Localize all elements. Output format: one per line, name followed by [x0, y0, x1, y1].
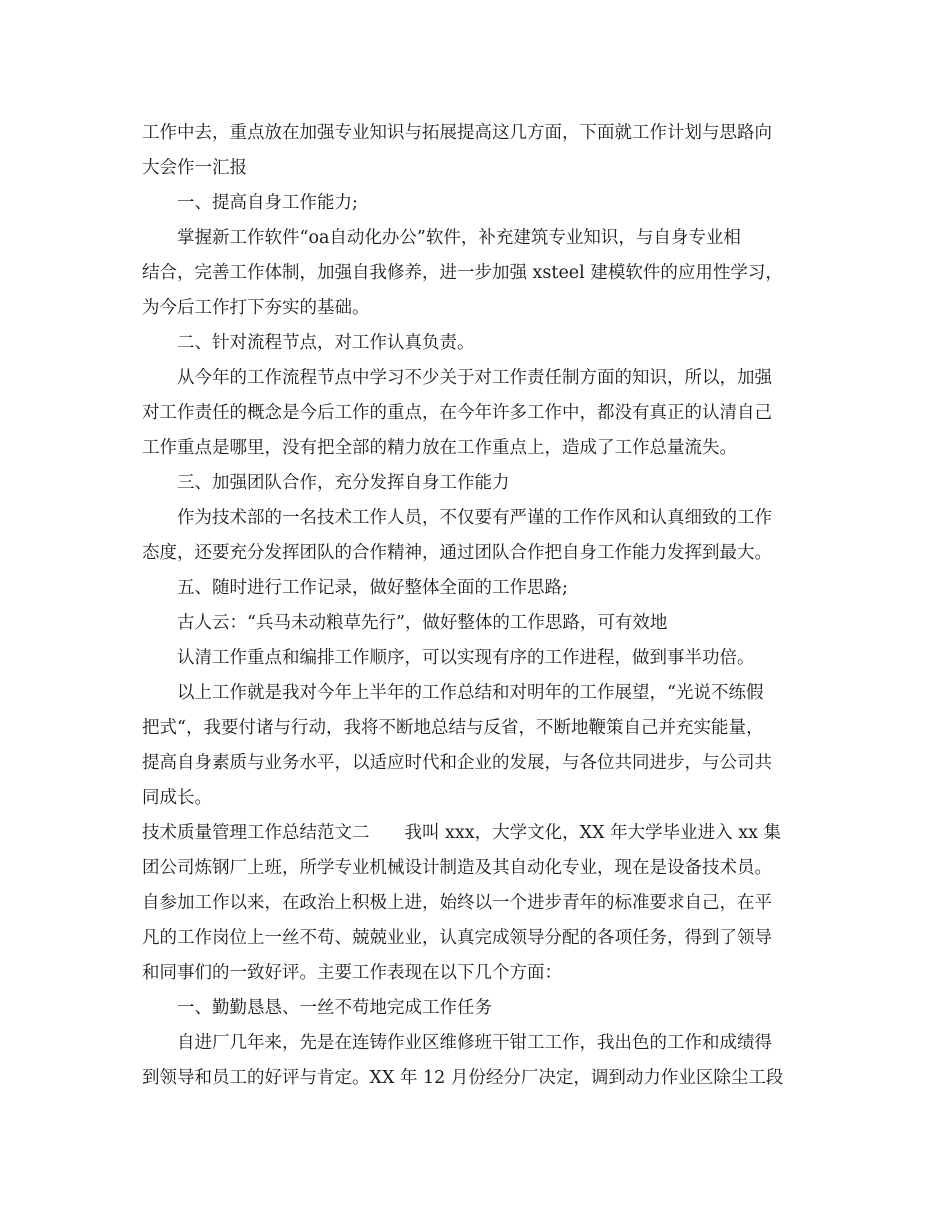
text-line: 自参加工作以来，在政治上积极上进，始终以一个进步青年的标准要求自己，在平 [142, 893, 772, 913]
text-line: 自进厂几年来，先是在连铸作业区维修班干钳工工作，我出色的工作和成绩得 [177, 1033, 772, 1053]
section-heading: 五、随时进行工作记录，做好整体全面的工作思路; [177, 578, 568, 598]
section-heading: 三、加强团队合作，充分发挥自身工作能力 [177, 473, 510, 493]
text-line: 工作重点是哪里，没有把全部的精力放在工作重点上，造成了工作总量流失。 [142, 438, 737, 458]
text-line: 对工作责任的概念是今后工作的重点，在今年许多工作中，都没有真正的认清自己 [142, 403, 772, 423]
text-line: 以上工作就是我对今年上半年的工作总结和对明年的工作展望，“光说不练假 [177, 683, 764, 703]
text-line: 态度，还要充分发挥团队的合作精神，通过团队合作把自身工作能力发挥到最大。 [142, 543, 772, 563]
section-heading: 二、针对流程节点，对工作认真负责。 [177, 333, 475, 353]
text-line: 工作中去，重点放在加强专业知识与拓展提高这几方面，下面就工作计划与思路向 [142, 123, 772, 143]
text-line: 技术质量管理工作总结范文二 我叫 xxx，大学文化，XX 年大学毕业进入 xx 集 [142, 823, 782, 843]
text-line: 作为技术部的一名技术工作人员，不仅要有严谨的工作作风和认真细致的工作 [177, 508, 772, 528]
text-line: 结合，完善工作体制，加强自我修养，进一步加强 xsteel 建模软件的应用性学习， [142, 263, 783, 283]
text-line: 和同事们的一致好评。主要工作表现在以下几个方面： [142, 963, 562, 983]
text-line: 认清工作重点和编排工作顺序，可以实现有序的工作进程，做到事半功倍。 [177, 648, 755, 668]
text-line: 把式“，我要付诸与行动，我将不断地总结与反省，不断地鞭策自己并充实能量， [142, 718, 764, 738]
text-line: 古人云：“兵马未动粮草先行”，做好整体的工作思路，可有效地 [177, 613, 668, 633]
text-line: 从今年的工作流程节点中学习不少关于对工作责任制方面的知识，所以，加强 [177, 368, 772, 388]
section-heading: 一、勤勤恳恳、一丝不苟地完成工作任务 [177, 998, 492, 1018]
section-heading: 一、提高自身工作能力; [177, 193, 358, 213]
text-line: 掌握新工作软件“oa自动化办公”软件，补充建筑专业知识，与自身专业相 [177, 228, 741, 248]
text-line: 大会作一汇报 [142, 158, 247, 178]
text-line: 为今后工作打下夯实的基础。 [142, 298, 370, 318]
text-line: 凡的工作岗位上一丝不苟、兢兢业业，认真完成领导分配的各项任务，得到了领导 [142, 928, 772, 948]
text-line: 团公司炼钢厂上班，所学专业机械设计制造及其自动化专业，现在是设备技术员。 [142, 858, 772, 878]
text-line: 提高自身素质与业务水平，以适应时代和企业的发展，与各位共同进步，与公司共 [142, 753, 772, 773]
text-line: 到领导和员工的好评与肯定。XX 年 12 月份经分厂决定，调到动力作业区除尘工段 [142, 1068, 784, 1088]
text-line: 同成长。 [142, 788, 212, 808]
